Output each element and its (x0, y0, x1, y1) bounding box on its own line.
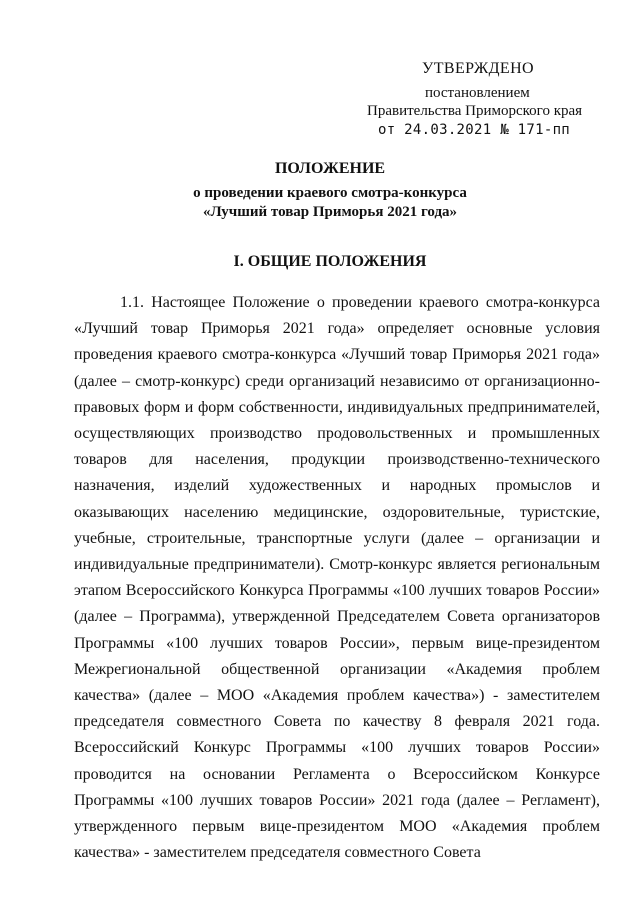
section-heading: I. ОБЩИЕ ПОЛОЖЕНИЯ (233, 253, 427, 270)
document-subtitle-line2: «Лучший товар Приморья 2021 года» (202, 204, 458, 220)
approved-label: УТВЕРЖДЕНО (422, 60, 535, 77)
approval-date-number-line: от 24.03.2021 № 171-пп (378, 122, 571, 138)
approval-resolution-line: постановлением (425, 85, 530, 101)
body-paragraph: 1.1. Настоящее Положение о проведении краевого смотра-конкурса «Лучший товар Приморья 2021 года» определяет основные условия проведения краевого смотра-конкурса «Лучший товар Приморья 2021 года» (далее – смотр-конкурс) среди организаций независимо от организационно-правовых форм и форм собственности, индивидуальных предпринимателей, осуществляющих производство продовольственных и промышленных товаров для населения, продукции производственно-технического назначения, изделий художественных и народных промыслов и оказывающих населению медицинские, оздоровительные, туристские, учебные, строительные, транспортные услуги (далее – организации и индивидуальные предприниматели). Смотр-конкурс является региональным этапом Всероссийского Конкурса Программы «100 лучших товаров России» (далее – Программа), утвержденной Председателем Совета организаторов Программы «100 лучших товаров России», первым вице-президентом Межрегиональной общественной организации «Академия проблем качества» (далее – МОО «Академия проблем качества») - заместителем председателя совместного Совета по качеству 8 февраля 2021 года. Всероссийский Конкурс Программы «100 лучших товаров России» проводится на основании Регламента о Всероссийском Конкурсе Программы «100 лучших товаров России» 2021 года (далее – Регламент), утвержденного первым вице-президентом МОО «Академия проблем качества» - заместителем председателя совместного Совета (74, 294, 600, 862)
approval-government-line: Правительства Приморского края (367, 103, 583, 119)
document-title: ПОЛОЖЕНИЕ (274, 160, 386, 177)
document-subtitle-line1: о проведении краевого смотра-конкурса (193, 185, 467, 201)
